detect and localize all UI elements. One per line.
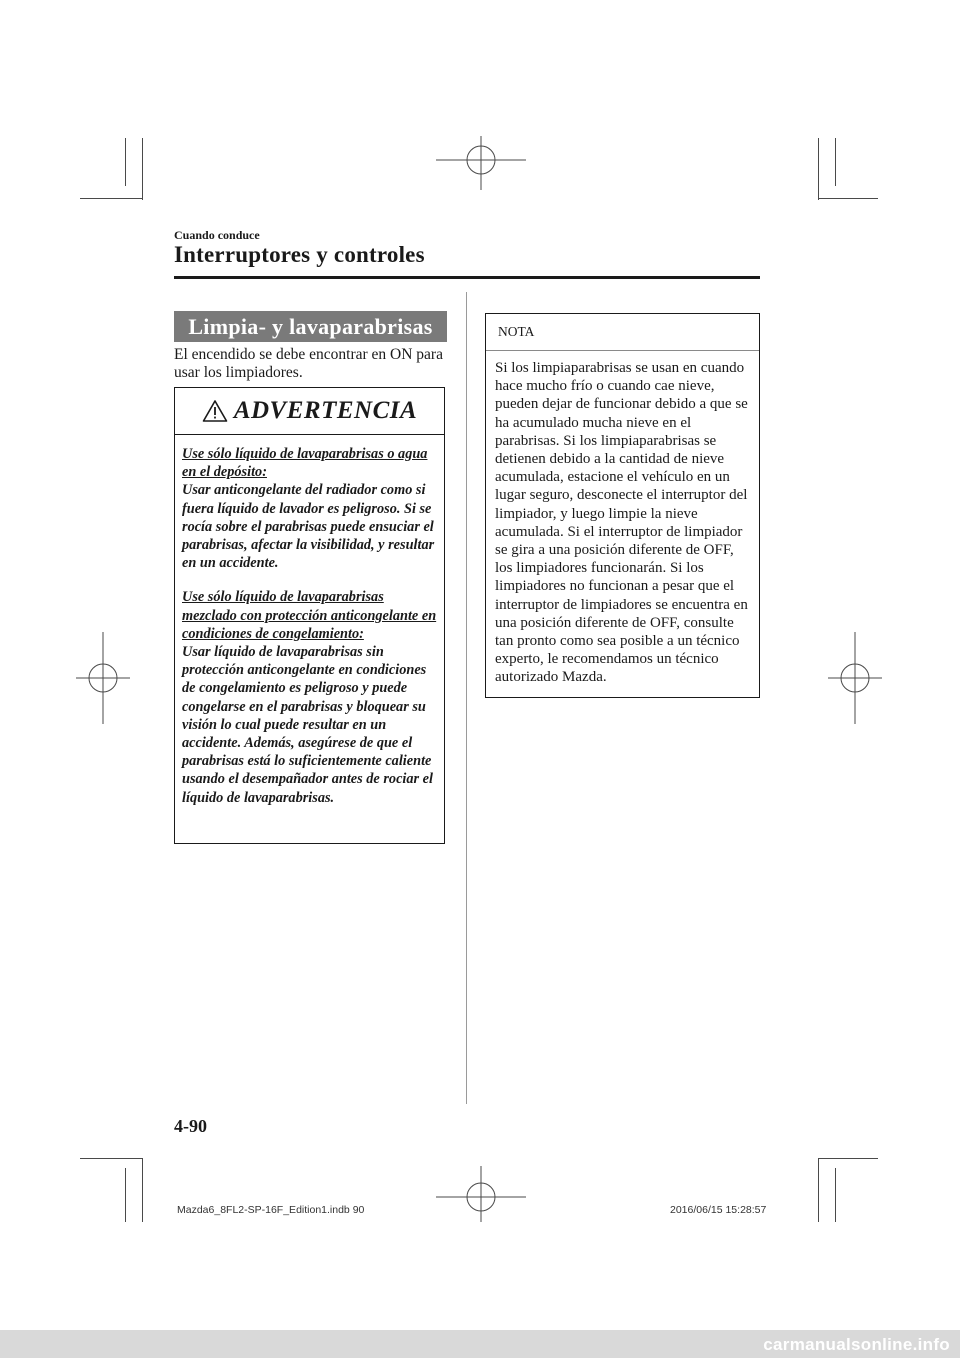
crop-mark <box>80 1158 142 1159</box>
crop-mark <box>818 1158 878 1159</box>
section-intro: El encendido se debe encontrar en ON para usar los limpiadores. <box>174 346 443 381</box>
warning-body <box>175 435 444 807</box>
crop-mark <box>818 198 878 199</box>
header-rule <box>174 276 760 279</box>
page-number: 4-90 <box>174 1116 207 1136</box>
note-header: NOTA <box>486 314 759 351</box>
running-head: Cuando conduce <box>174 228 260 242</box>
crop-mark <box>818 1158 819 1222</box>
warning-item-text: Usar anticongelante del radiador como si fuera líquido de lavador es peligroso. Si se rocía sobre el parabrisas puede ensuciar el parabrisas, afectar la visibilidad, y resultar en un accidente. <box>182 482 435 572</box>
chapter-title: Interruptores y controles <box>174 242 425 267</box>
warning-item <box>182 445 438 572</box>
note-body: Si los limpiaparabrisas se usan en cuando hace mucho frío o cuando cae nieve, pueden dejar de funcionar debido a que se ha acumulado mucha nieve en el parabrisas. Si los limpiaparabrisas se detienen debido a la cantidad de nieve acumulada, estacione el vehículo en un lugar seguro, desconecte el interruptor del limpiador, y luego limpie la nieve acumulada. Si el interruptor de limpiador se gira a una posición diferente de OFF, los limpiadores funcionarán. Si los limpiadores no funcionan a pesar que el interruptor de limpiadores se encuentra en una posición diferente de OFF, consulte tan pronto como sea posible a un técnico experto, le recomendamos un técnico autorizado Mazda. <box>495 360 748 686</box>
registration-mark-icon <box>76 632 130 724</box>
watermark-link[interactable]: carmanualsonline.info <box>763 1335 950 1354</box>
warning-item <box>182 588 438 806</box>
print-slug-file: Mazda6_8FL2-SP-16F_Edition1.indb 90 <box>177 1204 365 1216</box>
crop-mark <box>835 1168 836 1222</box>
crop-mark <box>125 1168 126 1222</box>
note-box <box>485 313 760 698</box>
crop-mark <box>818 138 819 200</box>
crop-mark <box>142 1158 143 1222</box>
registration-mark-icon <box>436 1166 526 1222</box>
warning-item-heading: Use sólo líquido de lavaparabrisas o agua en el depósito: <box>182 446 428 481</box>
crop-mark <box>142 138 143 200</box>
print-slug-date: 2016/06/15 15:28:57 <box>670 1204 767 1216</box>
registration-mark-icon <box>436 136 526 190</box>
crop-mark <box>80 198 142 199</box>
registration-mark-icon <box>828 632 882 724</box>
column-divider <box>466 292 467 1104</box>
warning-title: ADVERTENCIA <box>233 397 418 424</box>
warning-item-heading: Use sólo líquido de lavaparabrisas mezclado con protección anticongelante en condiciones de congelamiento: <box>182 589 437 642</box>
warning-item-text: Usar líquido de lavaparabrisas sin protección anticongelante en condiciones de congelamiento es peligroso y puede congelarse en el parabrisas y bloquear su visión lo cual puede resultar en un accidente. Además, asegúrese de que el parabrisas está lo suficientemente caliente usando el desempañador antes de rociar el líquido de lavaparabrisas. <box>182 644 433 806</box>
crop-mark <box>835 138 836 186</box>
crop-mark <box>125 138 126 186</box>
warning-header <box>175 388 444 435</box>
warning-triangle-icon <box>202 399 228 423</box>
section-title: Limpia- y lavaparabrisas <box>174 311 447 342</box>
warning-box <box>174 387 445 844</box>
